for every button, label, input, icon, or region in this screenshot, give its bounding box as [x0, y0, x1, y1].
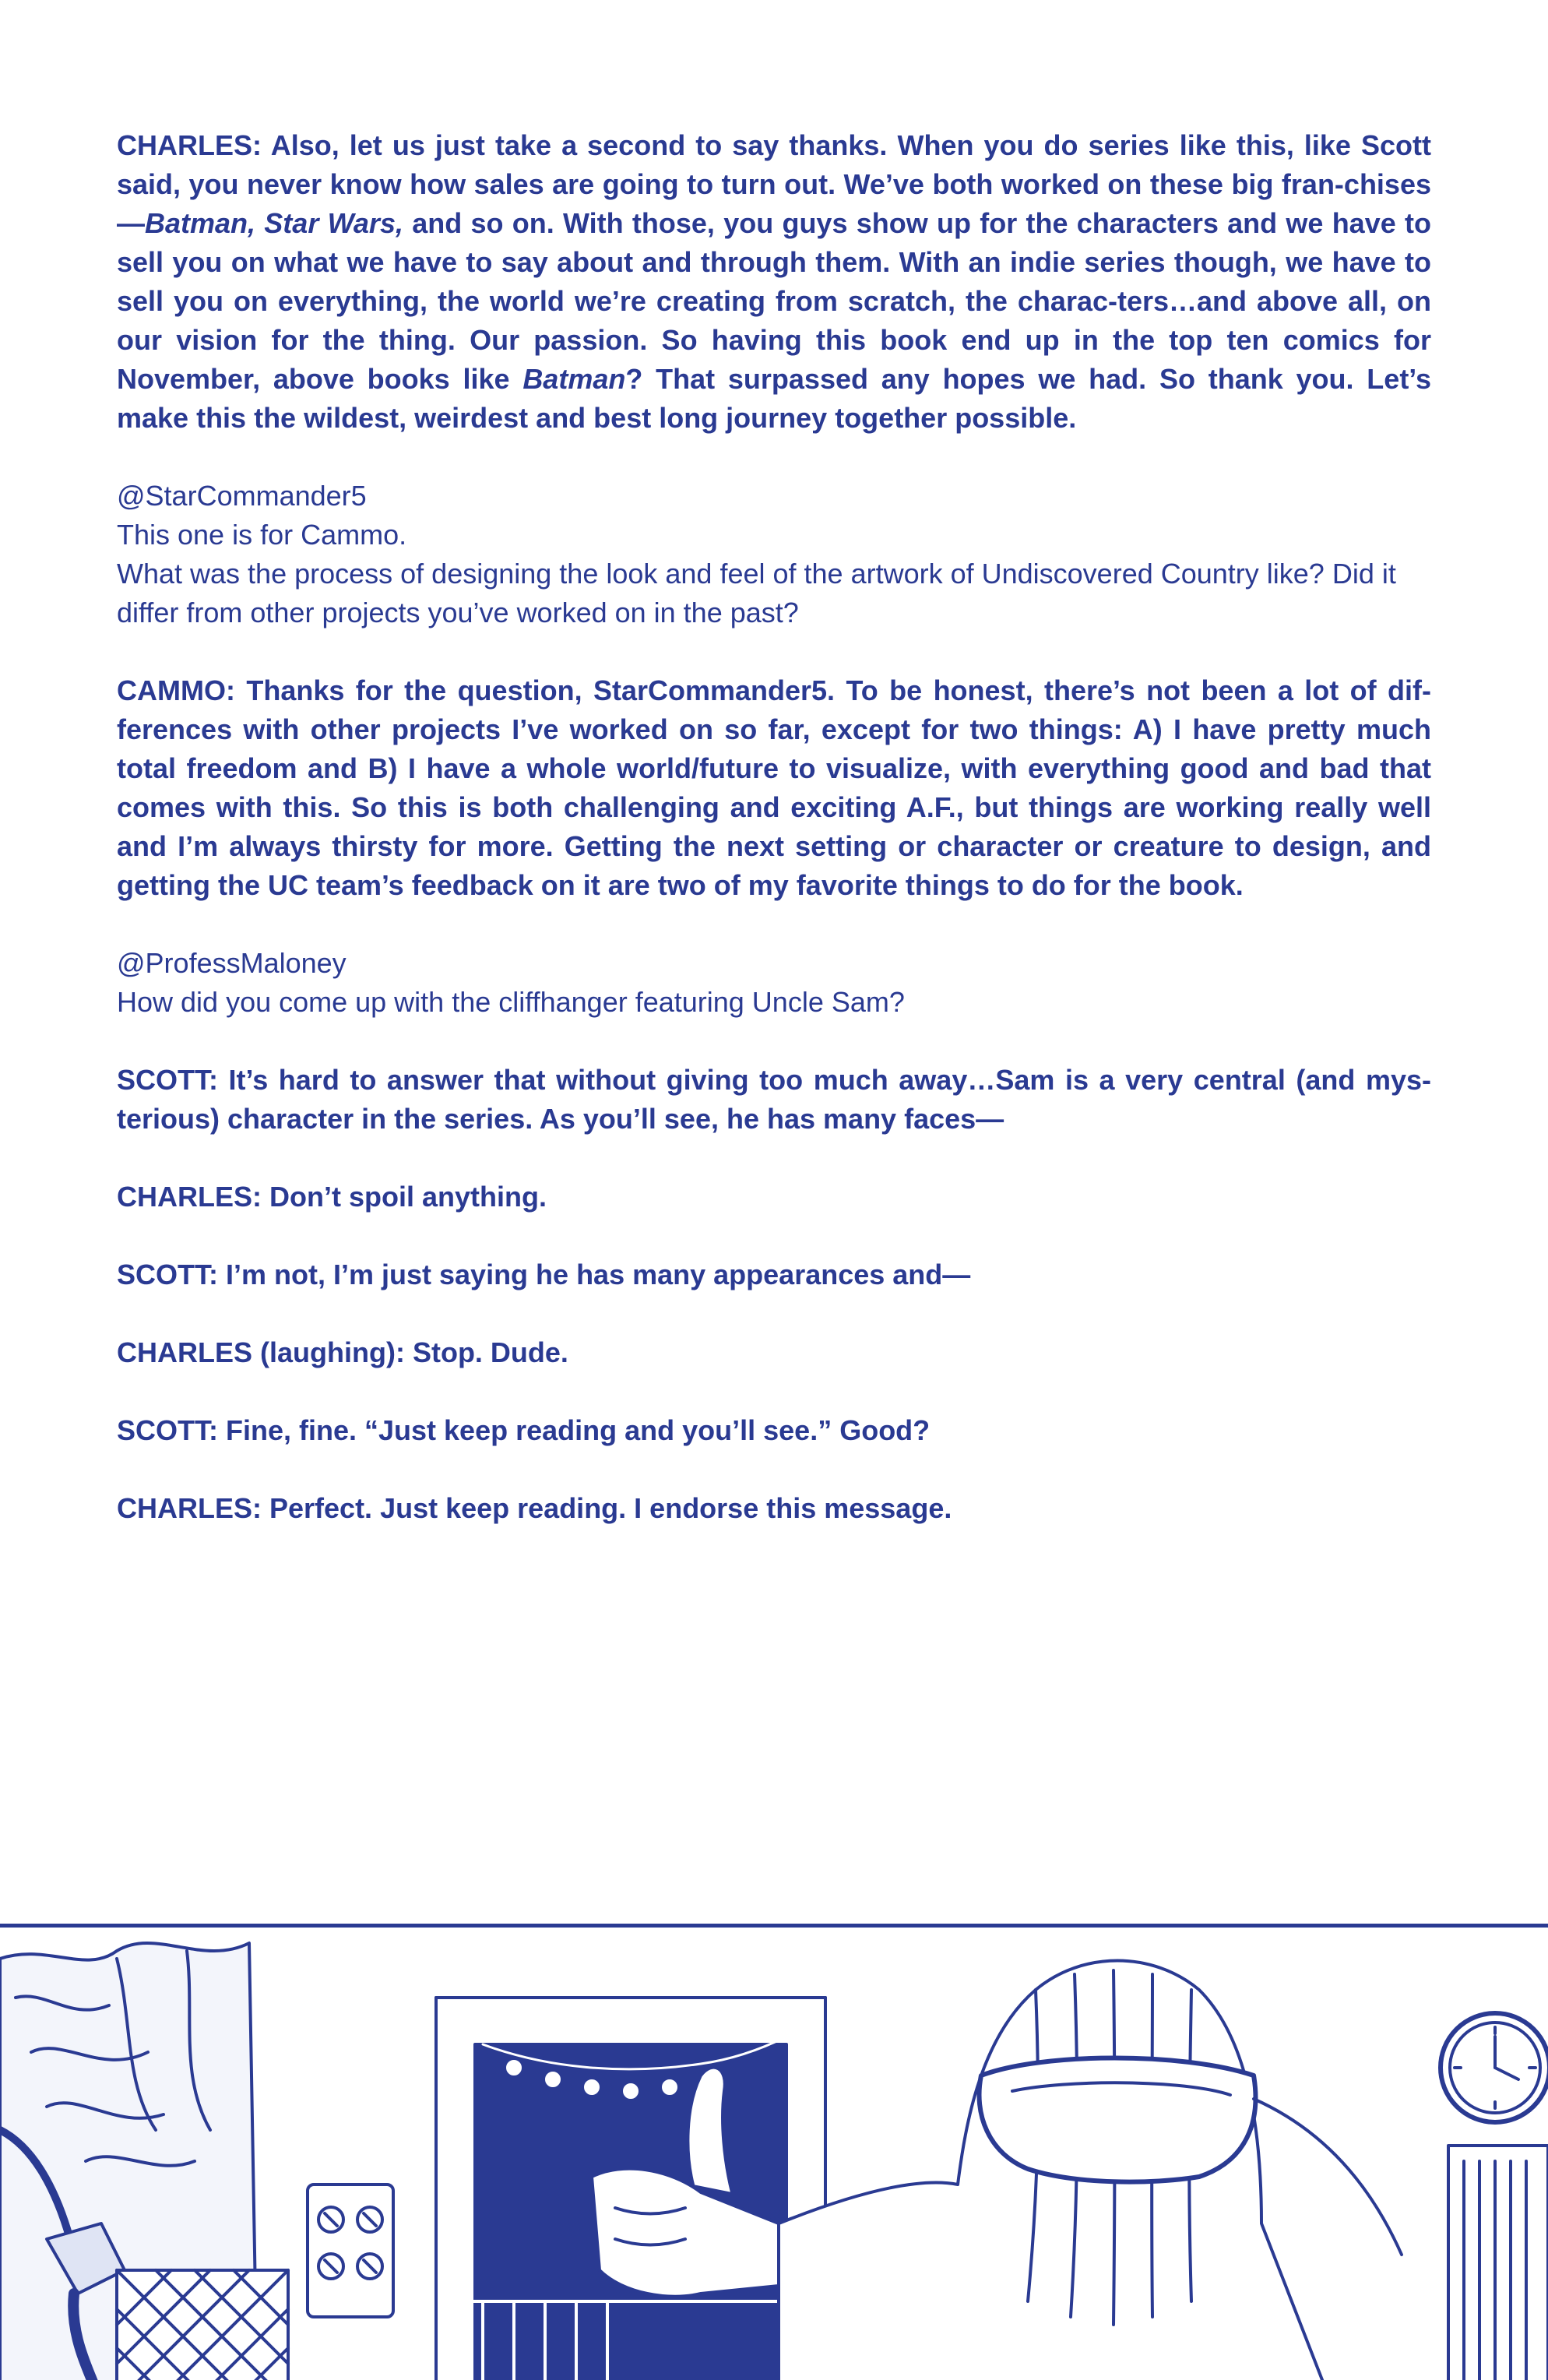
dialogue-line: SCOTT: I’m not, I’m just saying he has many appearances and—: [117, 1259, 971, 1290]
spacer: [117, 905, 1431, 944]
electrical-box-icon: [308, 2185, 393, 2317]
spacer: [117, 1022, 1431, 1061]
reader-handle: @ProfessMaloney: [117, 947, 347, 979]
spacer: [117, 632, 1431, 671]
question-line: This one is for Cammo.: [117, 519, 407, 551]
reader-question-1: [117, 477, 1431, 632]
speaker-label: CHARLES:: [117, 129, 262, 161]
spacer: [117, 438, 1431, 477]
spacer: [117, 1216, 1431, 1255]
dialogue-line: CHARLES: Don’t spoil anything.: [117, 1181, 547, 1213]
dialogue-line: SCOTT: Fine, fine. “Just keep reading and you’ll see.” Good?: [117, 1414, 931, 1446]
question-line: How did you come up with the cliffhanger featuring Uncle Sam?: [117, 986, 905, 1018]
paragraph-text: and so on. With those, you guys show up for the characters and we have to sell you on what we have to say about and through them. With an indie series though, we have to sell you on everything, the world we’re creating from scratch, the charac-ters…and above all, on our vision for the thing. Our passion. So having this book end up in the top ten comics for November, above books like: [117, 207, 1431, 395]
letters-column: [117, 126, 1431, 1528]
reader-handle: @StarCommander5: [117, 480, 367, 512]
dialogue-line: CHARLES (laughing): Stop. Dude.: [117, 1336, 568, 1368]
dialogue-line: CHARLES: Perfect. Just keep reading. I endorse this message.: [117, 1492, 952, 1524]
question-line: What was the process of designing the look and feel of the artwork of Undiscovered Country like? Did it differ from other projects you’ve worked on in the past?: [117, 558, 1396, 628]
charles-thanks-paragraph: [117, 126, 1431, 438]
masked-figure-icon: [779, 1961, 1402, 2380]
scott-answer-paragraph: SCOTT: It’s hard to answer that without giving too much away…Sam is a very central (and mys-terious) character in the series. As you’ll see, he has many faces—: [117, 1064, 1431, 1135]
bottom-illustration: [0, 1924, 1548, 2380]
cammo-answer-paragraph: CAMMO: Thanks for the question, StarCommander5. To be honest, there’s not been a lot of dif-ferences with other projects I’ve worked on so far, except for two things: A) I have pretty much total freedom and B) I have a whole world/future to visualize, with everything good and bad that comes with this. So this is both challenging and exciting A.F., but things are working really well and I’m always thirsty for more. Getting the next setting or character or creature to design, and getting the UC team’s feedback on it are two of my favorite things to do for the book.: [117, 674, 1431, 901]
emphasis-title: Batman: [522, 363, 626, 395]
lattice-fence-icon: [117, 2270, 288, 2380]
spacer: [117, 1372, 1431, 1411]
paragraph-text: ? That surpassed any hopes we had. So thank you. Let’s make this the wildest, weirdest and best long journey together possible.: [117, 363, 1431, 434]
spacer: [117, 1294, 1431, 1333]
emphasis-titles: Batman, Star Wars,: [145, 207, 403, 239]
paragraph-text: Also, let us just take a second to say thanks. When you do series like this, like Scott said, you never know how sales are going to turn out. We’ve both worked on these big fran-chises—: [117, 129, 1431, 239]
spacer: [117, 1450, 1431, 1489]
spacer: [117, 1139, 1431, 1178]
clock-icon: [1441, 2013, 1548, 2380]
reader-question-2: [117, 944, 1431, 1022]
